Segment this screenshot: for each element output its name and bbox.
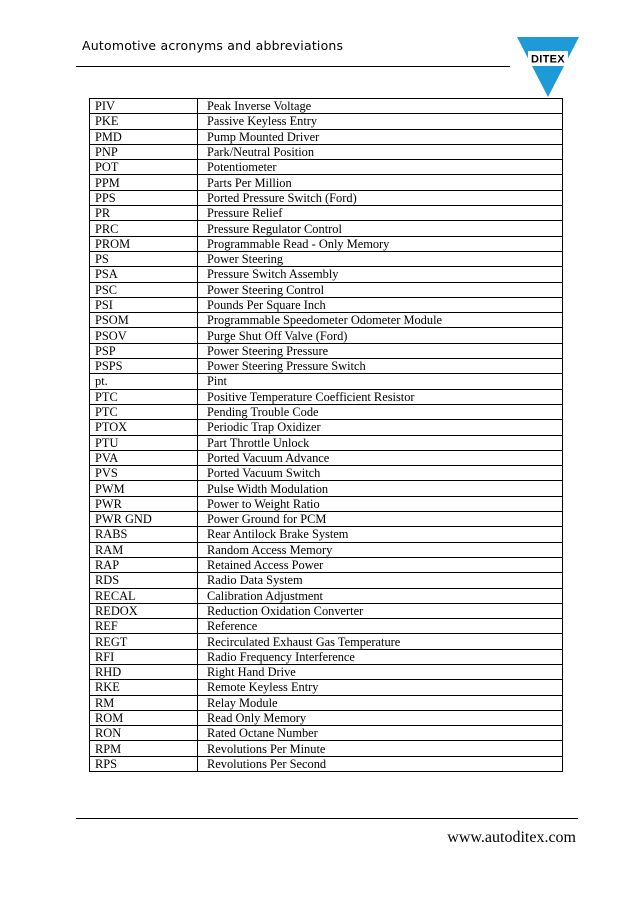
- acronym-cell: PSPS: [90, 359, 198, 374]
- acronym-cell: PS: [90, 251, 198, 266]
- meaning-cell: Potentiometer: [198, 160, 563, 175]
- table-row: [90, 343, 563, 358]
- meaning-cell: Calibration Adjustment: [198, 588, 563, 603]
- acronym-cell: pt.: [90, 374, 198, 389]
- meaning-cell: Peak Inverse Voltage: [198, 99, 563, 114]
- table-row: [90, 649, 563, 664]
- acronym-cell: RDS: [90, 573, 198, 588]
- meaning-cell: Pounds Per Square Inch: [198, 297, 563, 312]
- meaning-cell: Power to Weight Ratio: [198, 496, 563, 511]
- acronym-cell: PWR: [90, 496, 198, 511]
- meaning-cell: Pressure Switch Assembly: [198, 267, 563, 282]
- meaning-cell: Random Access Memory: [198, 542, 563, 557]
- table-row: [90, 573, 563, 588]
- table-row: [90, 420, 563, 435]
- table-row: [90, 297, 563, 312]
- meaning-cell: Pressure Relief: [198, 206, 563, 221]
- meaning-cell: Passive Keyless Entry: [198, 114, 563, 129]
- table-row: [90, 512, 563, 527]
- acronym-cell: PR: [90, 206, 198, 221]
- meaning-cell: Park/Neutral Position: [198, 144, 563, 159]
- meaning-cell: Remote Keyless Entry: [198, 680, 563, 695]
- meaning-cell: Retained Access Power: [198, 557, 563, 572]
- table-row: [90, 619, 563, 634]
- table-row: [90, 99, 563, 114]
- table-row: [90, 236, 563, 251]
- acronym-cell: PSP: [90, 343, 198, 358]
- meaning-cell: Radio Data System: [198, 573, 563, 588]
- acronym-cell: RHD: [90, 664, 198, 679]
- footer-website-url[interactable]: www.autoditex.com: [447, 829, 576, 846]
- meaning-cell: Radio Frequency Interference: [198, 649, 563, 664]
- acronym-cell: PROM: [90, 236, 198, 251]
- acronym-cell: PRC: [90, 221, 198, 236]
- table-row: [90, 359, 563, 374]
- meaning-cell: Reduction Oxidation Converter: [198, 603, 563, 618]
- acronym-cell: RPS: [90, 756, 198, 771]
- table-row: [90, 435, 563, 450]
- table-row: [90, 313, 563, 328]
- table-row: [90, 114, 563, 129]
- meaning-cell: Reference: [198, 619, 563, 634]
- acronym-cell: RPM: [90, 741, 198, 756]
- table-row: [90, 328, 563, 343]
- acronym-cell: PWM: [90, 481, 198, 496]
- meaning-cell: Parts Per Million: [198, 175, 563, 190]
- table-row: [90, 695, 563, 710]
- acronym-cell: PTC: [90, 389, 198, 404]
- table-row: [90, 267, 563, 282]
- logo-triangle: [517, 37, 579, 97]
- acronym-cell: POT: [90, 160, 198, 175]
- table-row: [90, 726, 563, 741]
- meaning-cell: Pint: [198, 374, 563, 389]
- table-row: [90, 756, 563, 771]
- acronym-table-body: [90, 99, 563, 772]
- meaning-cell: Power Steering Pressure Switch: [198, 359, 563, 374]
- table-row: [90, 251, 563, 266]
- meaning-cell: Recirculated Exhaust Gas Temperature: [198, 634, 563, 649]
- table-row: [90, 710, 563, 725]
- acronym-cell: PIV: [90, 99, 198, 114]
- table-row: [90, 450, 563, 465]
- acronym-cell: PKE: [90, 114, 198, 129]
- ditex-logo-icon: [517, 37, 579, 97]
- meaning-cell: Part Throttle Unlock: [198, 435, 563, 450]
- acronym-cell: RFI: [90, 649, 198, 664]
- meaning-cell: Revolutions Per Minute: [198, 741, 563, 756]
- header-divider: [76, 66, 510, 67]
- acronym-cell: PTU: [90, 435, 198, 450]
- meaning-cell: Power Ground for PCM: [198, 512, 563, 527]
- table-row: [90, 221, 563, 236]
- table-row: [90, 190, 563, 205]
- acronym-cell: PSI: [90, 297, 198, 312]
- ditex-logo: [517, 37, 579, 97]
- acronym-cell: PPS: [90, 190, 198, 205]
- acronym-cell: PSA: [90, 267, 198, 282]
- acronym-cell: RAM: [90, 542, 198, 557]
- meaning-cell: Relay Module: [198, 695, 563, 710]
- acronym-cell: RECAL: [90, 588, 198, 603]
- table-row: [90, 129, 563, 144]
- acronym-cell: REGT: [90, 634, 198, 649]
- meaning-cell: Right Hand Drive: [198, 664, 563, 679]
- meaning-cell: Purge Shut Off Valve (Ford): [198, 328, 563, 343]
- table-row: [90, 603, 563, 618]
- meaning-cell: Revolutions Per Second: [198, 756, 563, 771]
- table-row: [90, 160, 563, 175]
- meaning-cell: Pulse Width Modulation: [198, 481, 563, 496]
- footer-divider: [76, 818, 578, 819]
- meaning-cell: Pressure Regulator Control: [198, 221, 563, 236]
- acronym-cell: PTOX: [90, 420, 198, 435]
- table-row: [90, 741, 563, 756]
- acronym-table: [89, 98, 563, 772]
- acronym-cell: PPM: [90, 175, 198, 190]
- acronym-cell: REDOX: [90, 603, 198, 618]
- acronym-cell: PMD: [90, 129, 198, 144]
- table-row: [90, 206, 563, 221]
- acronym-cell: PVS: [90, 466, 198, 481]
- meaning-cell: Ported Pressure Switch (Ford): [198, 190, 563, 205]
- logo-text: DITEX: [531, 53, 565, 66]
- table-row: [90, 466, 563, 481]
- meaning-cell: Pending Trouble Code: [198, 404, 563, 419]
- document-title: Automotive acronyms and abbreviations: [82, 38, 344, 53]
- table-row: [90, 680, 563, 695]
- table-row: [90, 282, 563, 297]
- table-row: [90, 527, 563, 542]
- table-row: [90, 481, 563, 496]
- acronym-cell: PWR GND: [90, 512, 198, 527]
- acronym-cell: PVA: [90, 450, 198, 465]
- meaning-cell: Rated Octane Number: [198, 726, 563, 741]
- table-row: [90, 664, 563, 679]
- table-row: [90, 374, 563, 389]
- meaning-cell: Power Steering Pressure: [198, 343, 563, 358]
- acronym-cell: RM: [90, 695, 198, 710]
- table-row: [90, 542, 563, 557]
- meaning-cell: Ported Vacuum Advance: [198, 450, 563, 465]
- table-row: [90, 144, 563, 159]
- table-row: [90, 389, 563, 404]
- acronym-cell: ROM: [90, 710, 198, 725]
- acronym-cell: PNP: [90, 144, 198, 159]
- table-row: [90, 557, 563, 572]
- acronym-cell: REF: [90, 619, 198, 634]
- acronym-cell: RABS: [90, 527, 198, 542]
- table-row: [90, 588, 563, 603]
- meaning-cell: Power Steering: [198, 251, 563, 266]
- table-row: [90, 634, 563, 649]
- table-row: [90, 175, 563, 190]
- meaning-cell: Periodic Trap Oxidizer: [198, 420, 563, 435]
- meaning-cell: Rear Antilock Brake System: [198, 527, 563, 542]
- acronym-cell: PSOV: [90, 328, 198, 343]
- meaning-cell: Programmable Speedometer Odometer Module: [198, 313, 563, 328]
- meaning-cell: Read Only Memory: [198, 710, 563, 725]
- acronym-cell: PTC: [90, 404, 198, 419]
- meaning-cell: Power Steering Control: [198, 282, 563, 297]
- acronym-cell: RAP: [90, 557, 198, 572]
- meaning-cell: Positive Temperature Coefficient Resistor: [198, 389, 563, 404]
- acronym-cell: PSOM: [90, 313, 198, 328]
- acronym-cell: RON: [90, 726, 198, 741]
- table-row: [90, 404, 563, 419]
- acronym-cell: PSC: [90, 282, 198, 297]
- acronym-cell: RKE: [90, 680, 198, 695]
- meaning-cell: Pump Mounted Driver: [198, 129, 563, 144]
- meaning-cell: Programmable Read - Only Memory: [198, 236, 563, 251]
- table-row: [90, 496, 563, 511]
- meaning-cell: Ported Vacuum Switch: [198, 466, 563, 481]
